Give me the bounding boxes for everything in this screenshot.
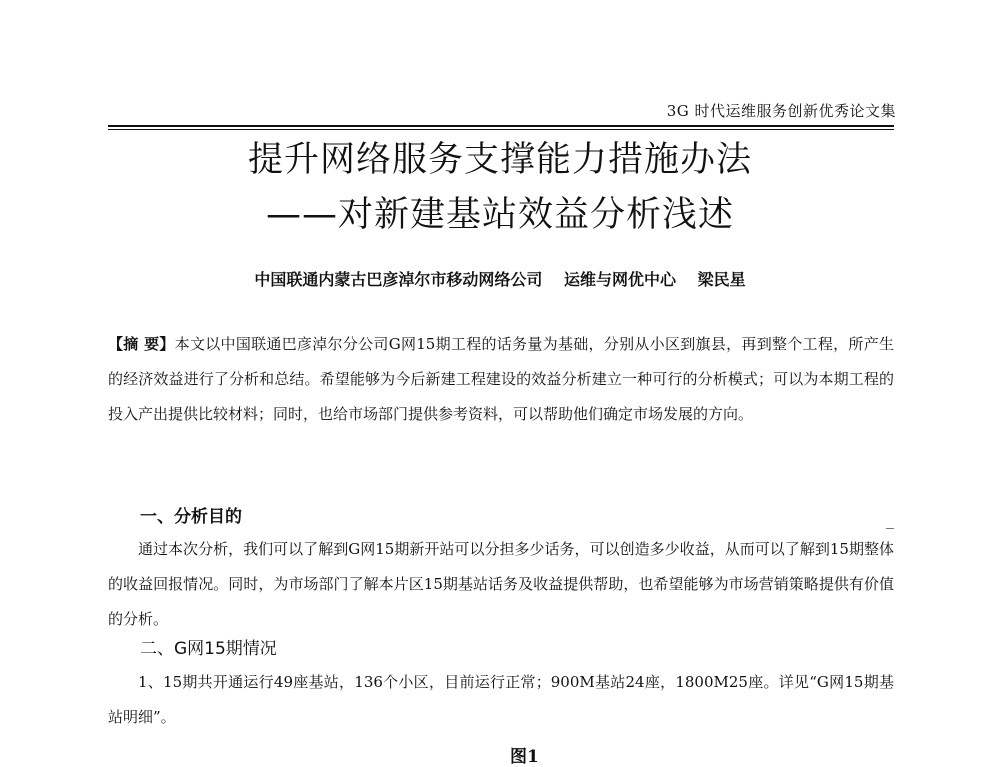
author-byline <box>0 267 1000 290</box>
author-organization: 中国联通内蒙古巴彦淖尔市移动网络公司 <box>254 270 543 289</box>
scan-edge-mark <box>886 528 894 529</box>
abstract-text: 本文以中国联通巴彦淖尔分公司G网15期工程的话务量为基础，分别从小区到旗县，再到整个工程，所产生的经济效益进行了分析和总结。希望能够为今后新建工程建设的效益分析建立一种可行的分析模式；可以为本期工程的投入产出提供比较材料；同时，也给市场部门提供参考资料，可以帮助他们确定市场发展的方向。 <box>108 335 894 423</box>
section-item-1: 1、15期共开通运行49座基站，136个小区，目前运行正常；900M基站24座，1800M25座。详见“G网15期基站明细”。 <box>108 673 894 726</box>
paper-title: 提升网络服务支撑能力措施办法 <box>247 140 752 180</box>
section-body-purpose: 通过本次分析，我们可以了解到G网15期新开站可以分担多少话务，可以创造多少收益，从而可以了解到15期整体的收益回报情况。同时，为市场部门了解本片区15期基站话务及收益提供帮助，也希望能够为市场营销策略提供有价值的分析。 <box>108 540 894 628</box>
header-rule <box>108 125 894 127</box>
abstract-label: 【摘 要】 <box>108 335 175 353</box>
abstract <box>108 327 894 432</box>
paper-subtitle: ——对新建基站效益分析浅述 <box>265 195 734 235</box>
section-heading-purpose: 一、分析目的 <box>140 507 242 527</box>
running-header: 3G 时代运维服务创新优秀论文集 <box>666 102 896 120</box>
header-rule-thin <box>108 129 894 130</box>
author-department: 运维与网优中心 <box>563 270 676 289</box>
figure-label: 图1 <box>510 747 539 767</box>
author-name: 梁民星 <box>697 270 746 289</box>
section-heading-overview: 二、G网15期情况 <box>140 639 277 659</box>
